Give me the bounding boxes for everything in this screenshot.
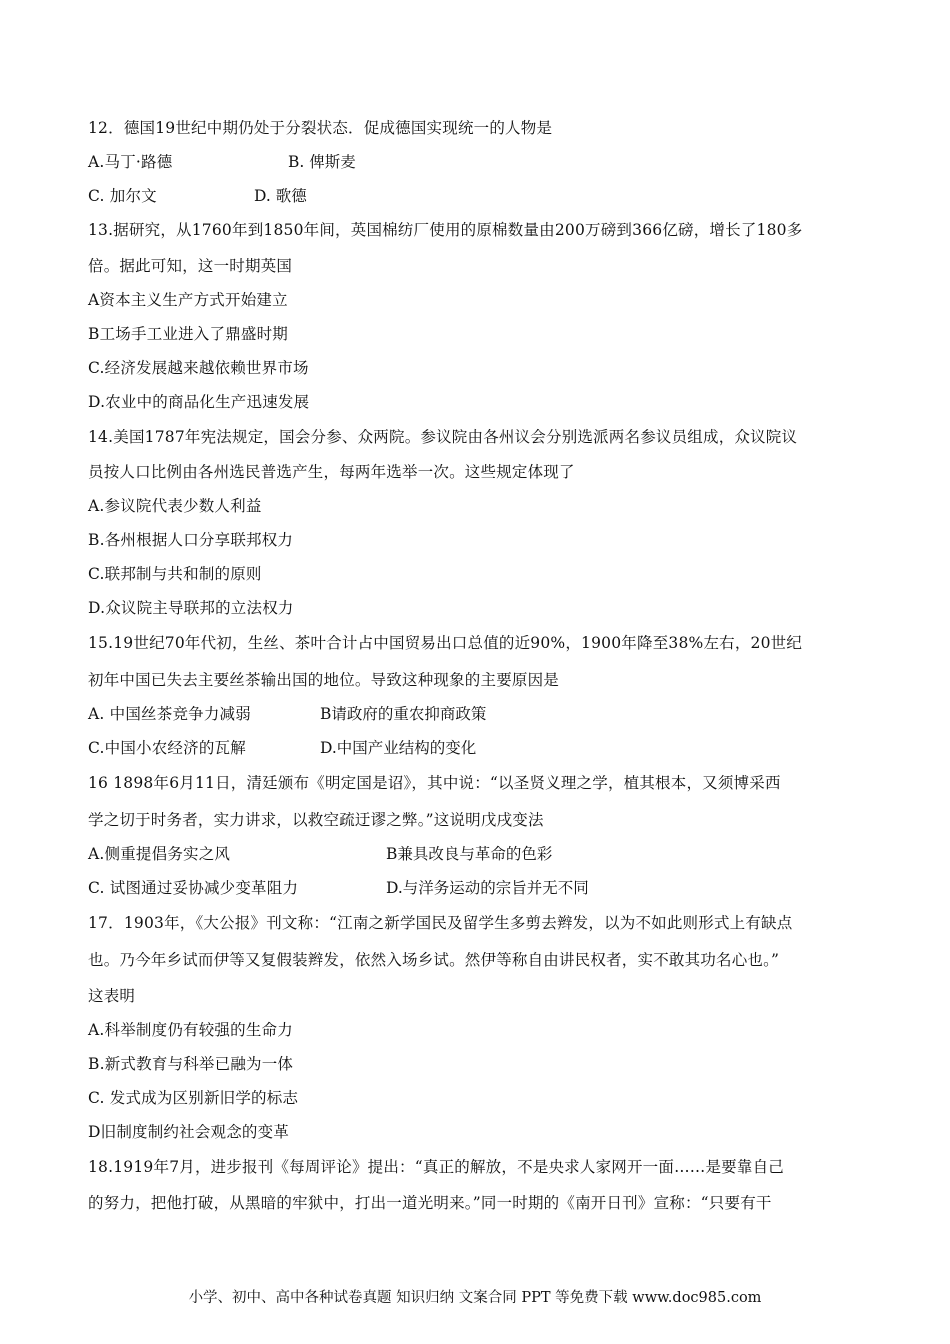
- q13-option-d: D.农业中的商品化生产迅速发展: [88, 393, 310, 411]
- q14-stem-line2: 员按人口比例由各州选民普选产生，每两年选举一次。这些规定体现了: [88, 463, 575, 481]
- q18-stem-line1: 18.1919年7月，进步报刊《每周评论》提出：“真正的解放，不是央求人家网开一面……是要靠自己: [88, 1158, 784, 1176]
- q14-stem-line1: 14.美国1787年宪法规定，国会分参、众两院。参议院由各州议会分别选派两名参议员组成，众议院议: [88, 428, 798, 446]
- q12-option-c: C. 加尔文: [88, 187, 157, 205]
- q15-stem-line2: 初年中国已失去主要丝茶输出国的地位。导致这种现象的主要原因是: [88, 671, 560, 689]
- q17-stem-line1: 17．1903年，《大公报》刊文称：“江南之新学国民及留学生多剪去辫发，以为不如此则形式上有缺点: [88, 914, 793, 932]
- q16-stem-line1: 16 1898年6月11日，清廷颁布《明定国是诏》，其中说：“以圣贤义理之学，植其根本，又须博采西: [88, 774, 781, 792]
- q14-option-b: B.各州根据人口分享联邦权力: [88, 531, 294, 549]
- q17-option-a: A.科举制度仍有较强的生命力: [88, 1021, 293, 1039]
- q17-option-d: D旧制度制约社会观念的变革: [88, 1123, 290, 1141]
- q15-option-b: B请政府的重农抑商政策: [320, 705, 487, 723]
- q15-option-d: D.中国产业结构的变化: [320, 739, 477, 757]
- q13-option-a: A资本主义生产方式开始建立: [88, 291, 288, 309]
- q14-option-c: C.联邦制与共和制的原则: [88, 565, 262, 583]
- q14-option-d: D.众议院主导联邦的立法权力: [88, 599, 294, 617]
- q16-option-d: D.与洋务运动的宗旨并无不同: [386, 879, 589, 897]
- q18-stem-line2: 的努力，把他打破，从黑暗的牢狱中，打出一道光明来。”同一时期的《南开日刊》宣称：“只要有干: [88, 1194, 772, 1212]
- q13-stem-line1: 13.据研究，从1760年到1850年间，英国棉纺厂使用的原棉数量由200万磅到366亿磅，增长了180多: [88, 221, 803, 239]
- q12-option-b: B. 俾斯麦: [288, 153, 356, 171]
- q16-stem-line2: 学之切于时务者，实力讲求，以救空疏迂谬之弊。”这说明戊戌变法: [88, 811, 544, 829]
- q17-option-b: B.新式教育与科举已融为一体: [88, 1055, 294, 1073]
- q15-option-a: A. 中国丝茶竞争力减弱: [88, 705, 251, 723]
- q15-stem-line1: 15.19世纪70年代初，生丝、茶叶合计占中国贸易出口总值的近90%，1900年降至38%左右，20世纪: [88, 634, 803, 652]
- q12-option-a: A.马丁·路德: [88, 153, 173, 171]
- q16-option-c: C. 试图通过妥协减少变革阻力: [88, 879, 299, 897]
- page-footer: 小学、初中、高中各种试卷真题 知识归纳 文案合同 PPT 等免费下载 www.doc985.com: [188, 1290, 762, 1306]
- q17-stem-line2: 也。乃今年乡试而伊等又复假装辫发，依然入场乡试。然伊等称自由讲民权者，实不敢其功名心也。”: [88, 951, 780, 969]
- q15-option-c: C.中国小农经济的瓦解: [88, 739, 246, 757]
- q16-option-a: A.侧重提倡务实之风: [88, 845, 231, 863]
- q17-option-c: C. 发式成为区别新旧学的标志: [88, 1089, 299, 1107]
- q13-stem-line2: 倍。据此可知，这一时期英国: [88, 257, 293, 275]
- q13-option-c: C.经济发展越来越依赖世界市场: [88, 359, 309, 377]
- q16-option-b: B兼具改良与革命的色彩: [386, 845, 553, 863]
- q12-option-d: D. 歌德: [254, 187, 307, 205]
- q17-stem-line3: 这表明: [88, 987, 136, 1005]
- q13-option-b: B工场手工业进入了鼎盛时期: [88, 325, 288, 343]
- q12-stem: 12．德国19世纪中期仍处于分裂状态．促成德国实现统一的人物是: [88, 119, 553, 137]
- q14-option-a: A.参议院代表少数人利益: [88, 497, 262, 515]
